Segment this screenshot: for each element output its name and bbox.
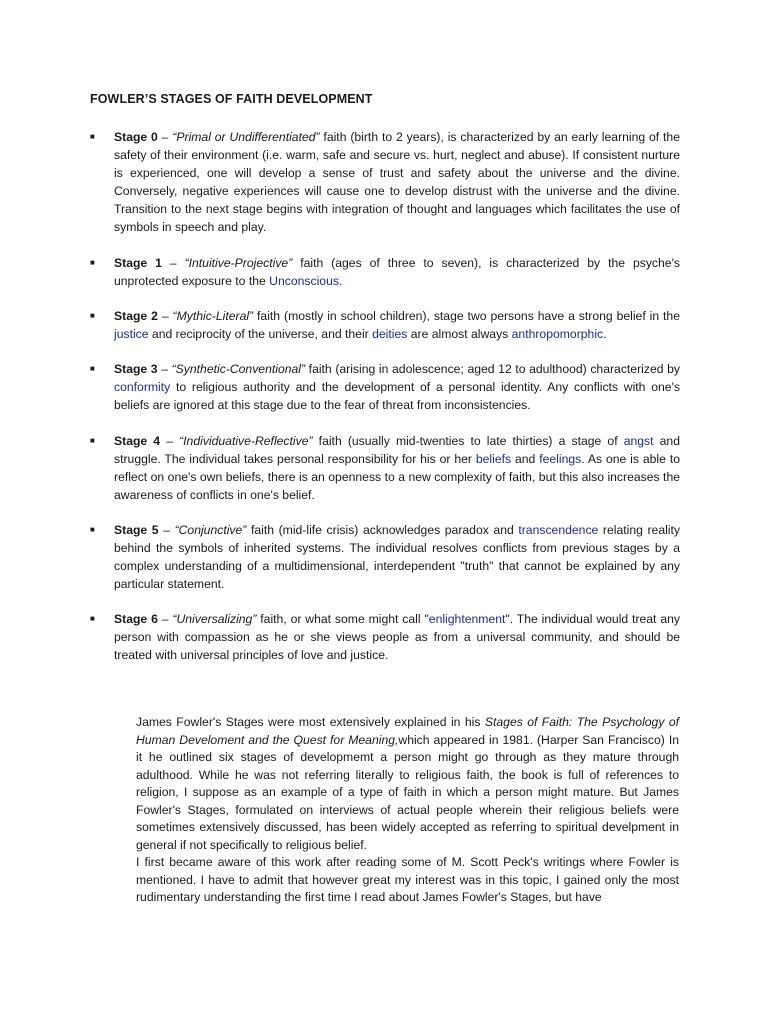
stage-2-text: Stage 2 – “Mythic-Literal” faith (mostly in school children), stage two persons have a strong belief in the justice and reciprocity of the universe, and their deities are almost always anthropomorphic. bbox=[114, 309, 680, 341]
stage-1-text: Stage 1 – “Intuitive-Projective” faith (ages of three to seven), is characterized by the psyche's unprotected exposure to the Unconscious. bbox=[114, 256, 680, 288]
commentary-paragraph-1: James Fowler's Stages were most extensively explained in his Stages of Faith: The Psychology of Human Develoment and the Quest for Meaning,which appeared in 1981. (Harper San Francisco) In it he outlined six stages of developmemt a person might go through as they mature through adulthood. While he was not referring literally to religious faith, the book is full of references to religion, I suppose as an example of a type of faith in which a person might mature. But James Fowler's Stages, formulated on interviews of actual people wherein their religious beliefs were sometimes extensively discussed, has been widely accepted as referring to spiritual develpment in general if not specifically to religious belief. bbox=[136, 715, 679, 852]
stage-0-text: Stage 0 – “Primal or Undifferentiated” faith (birth to 2 years), is characterized by an early learning of the safety of their environment (i.e. warm, safe and secure vs. hurt, neglect and abuse). If consistent nurture is experienced, one will develop a sense of trust and safety about the universe and the divine. Conversely, negative experiences will cause one to develop distrust with the universe and the divine. Transition to the next stage begins with integration of thought and languages which facilitates the use of symbols in speech and play. bbox=[114, 130, 680, 234]
stage-2-item bbox=[90, 307, 680, 343]
commentary-paragraph-2: I first became aware of this work after reading some of M. Scott Peck's writings where Fowler is mentioned. I have to admit that however great my interest was in this topic, I gained only the most rudimentary understanding the first time I read about James Fowler's Stages, but have bbox=[136, 855, 679, 904]
stage-3-item bbox=[90, 360, 680, 414]
stage-4-text: Stage 4 – “Individuative-Reflective” faith (usually mid-twenties to late thirties) a stage of angst and struggle. The individual takes personal responsibility for his or her beliefs and feelings. As one is able to reflect on one's own beliefs, there is an openness to a new complexity of faith, but this also increases the awareness of conflicts in one's belief. bbox=[114, 434, 680, 502]
book-title: Stages of Faith: The Psychology of Human Develoment and the Quest for Meaning, bbox=[136, 715, 679, 747]
link-conformity[interactable]: conformity bbox=[114, 380, 171, 394]
stage-5-text: Stage 5 – “Conjunctive” faith (mid-life crisis) acknowledges paradox and transcendence relating reality behind the symbols of inherited systems. The individual resolves conflicts from previous stages by a complex understanding of a multidimensional, interdependent "truth" that cannot be explained by any particular statement. bbox=[114, 523, 680, 591]
stage-1-item bbox=[90, 254, 680, 290]
link-unconscious[interactable]: Unconscious bbox=[269, 274, 339, 288]
stage-0-item bbox=[90, 128, 680, 236]
link-anthropomorphic[interactable]: anthropomorphic bbox=[511, 327, 604, 341]
link-justice[interactable]: justice bbox=[114, 327, 149, 341]
link-angst[interactable]: angst bbox=[623, 434, 654, 448]
document-title: FOWLER’S STAGES OF FAITH DEVELOPMENT bbox=[90, 92, 373, 106]
bullet-icon: ■ bbox=[90, 614, 95, 623]
link-feelings[interactable]: feelings bbox=[539, 452, 582, 466]
stage-6-text: Stage 6 – “Universalizing” faith, or what some might call "enlightenment". The individual would treat any person with compassion as he or she views people as from a universal community, and should be treated with universal principles of love and justice. bbox=[114, 612, 680, 662]
link-transcendence[interactable]: transcendence bbox=[518, 523, 599, 537]
bullet-icon: ■ bbox=[90, 311, 95, 320]
link-enlightenment[interactable]: enlightenment bbox=[428, 612, 506, 626]
stage-6-item bbox=[90, 610, 680, 664]
bullet-icon: ■ bbox=[90, 258, 95, 267]
bullet-icon: ■ bbox=[90, 132, 95, 141]
stage-4-item bbox=[90, 432, 680, 504]
bullet-icon: ■ bbox=[90, 436, 95, 445]
stage-5-item bbox=[90, 521, 680, 593]
stage-3-text: Stage 3 – “Synthetic-Conventional” faith (arising in adolescence; aged 12 to adulthood) characterized by conformity to religious authority and the development of a personal identity. Any conflicts with one's beliefs are ignored at this stage due to the fear of threat from inconsistencies. bbox=[114, 362, 680, 412]
bullet-icon: ■ bbox=[90, 364, 95, 373]
link-deities[interactable]: deities bbox=[372, 327, 408, 341]
link-beliefs[interactable]: beliefs bbox=[475, 452, 512, 466]
bullet-icon: ■ bbox=[90, 525, 95, 534]
commentary-block bbox=[136, 714, 679, 907]
